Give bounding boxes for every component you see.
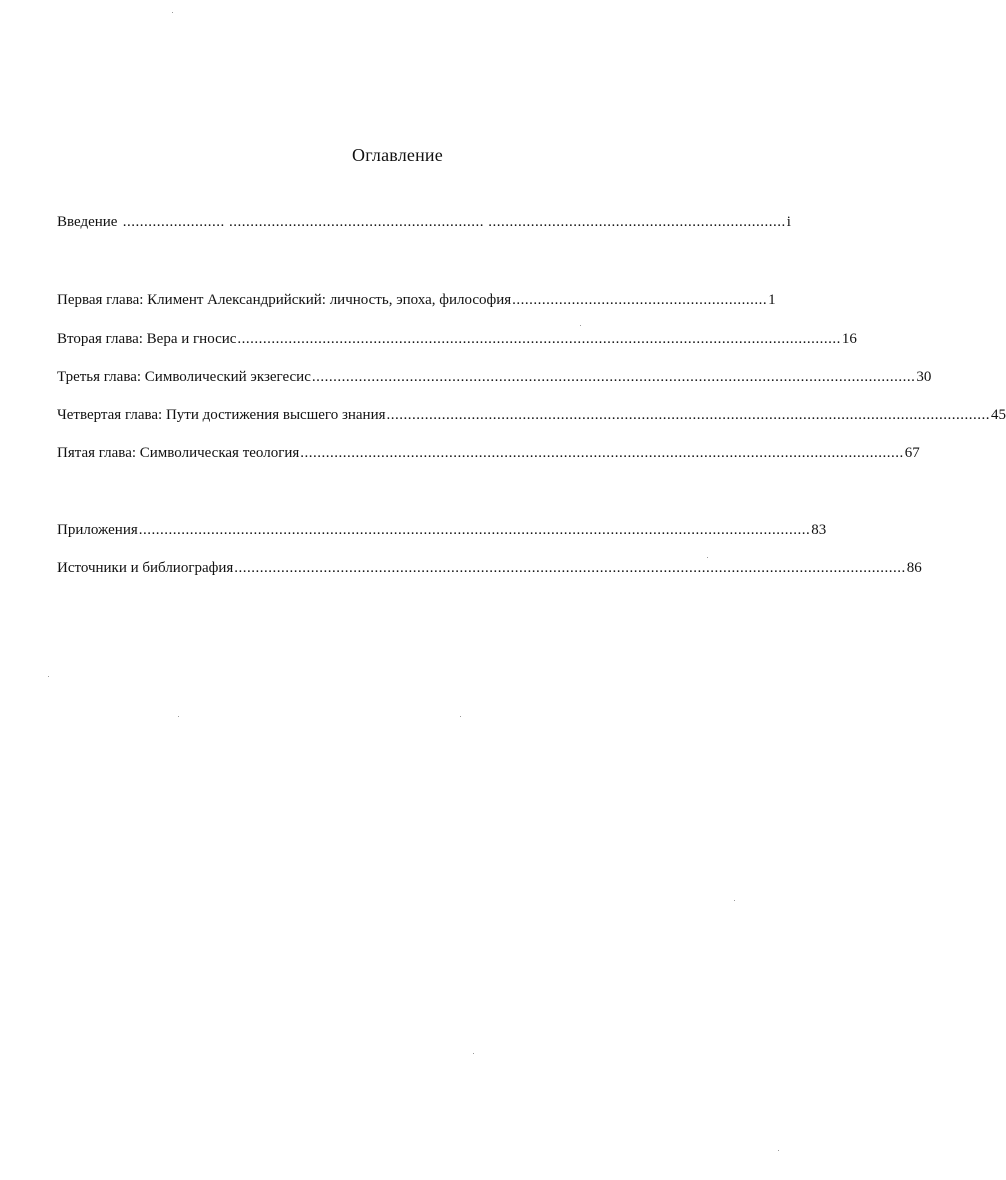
toc-entry-leader: .............................................................................................................................................. xyxy=(300,445,904,461)
scan-speck xyxy=(734,900,735,901)
toc-entry-page: 16 xyxy=(841,331,857,347)
toc-entry-page: 83 xyxy=(811,522,827,538)
toc-entry-bibliography xyxy=(57,558,922,578)
toc-entry-leader: ........................ ............................................................ ...................................................................... xyxy=(118,214,786,230)
toc-entry-page: 30 xyxy=(916,369,932,385)
scan-speck xyxy=(778,1150,779,1151)
toc-entry-label: Четвертая глава: Пути достижения высшего знания xyxy=(57,407,386,423)
toc-entry-leader: .............................................................................................................................................. xyxy=(237,331,841,347)
toc-entry-page: 86 xyxy=(906,560,922,576)
toc-entry-label: Приложения xyxy=(57,522,138,538)
toc-entry-label: Третья глава: Символический экзегесис xyxy=(57,369,311,385)
scan-speck xyxy=(172,12,173,13)
toc-entry-leader: .............................................................................................................................................................. xyxy=(138,522,811,538)
toc-entry-chapter-3 xyxy=(57,367,932,387)
toc-entry-chapter-4 xyxy=(57,405,1006,425)
toc-entry-page: 67 xyxy=(904,445,920,461)
toc-entry-label: Пятая глава: Символическая теология xyxy=(57,445,300,461)
scan-speck xyxy=(178,716,179,717)
toc-entry-leader: ............................................................ xyxy=(512,292,768,308)
toc-entry-chapter-5 xyxy=(57,443,920,463)
toc-entry-leader: .............................................................................................................................................................. xyxy=(234,560,906,576)
scan-speck xyxy=(707,557,708,558)
toc-entry-label: Вторая глава: Вера и гносис xyxy=(57,331,237,347)
toc-entry-appendices xyxy=(57,520,827,540)
toc-entry-label: Первая глава: Климент Александрийский: личность, эпоха, философия xyxy=(57,292,512,308)
toc-entry-page: i xyxy=(786,214,791,230)
scan-speck xyxy=(580,325,581,326)
toc-entry-page: 1 xyxy=(768,292,776,308)
toc-entry-label: Источники и библиография xyxy=(57,560,234,576)
scan-speck xyxy=(473,1053,474,1054)
toc-entry-page: 45 xyxy=(991,407,1006,423)
toc-entry-leader: .............................................................................................................................................. xyxy=(311,369,916,385)
toc-entry-leader: .............................................................................................................................................. xyxy=(386,407,991,423)
toc-title: Оглавление xyxy=(352,145,443,165)
scan-speck xyxy=(460,716,461,717)
scan-speck xyxy=(48,676,49,677)
toc-entry-chapter-1 xyxy=(57,290,776,310)
toc-entry-label: Введение xyxy=(57,214,118,230)
toc-entry-chapter-2 xyxy=(57,329,857,349)
toc-entry-introduction xyxy=(57,212,791,232)
